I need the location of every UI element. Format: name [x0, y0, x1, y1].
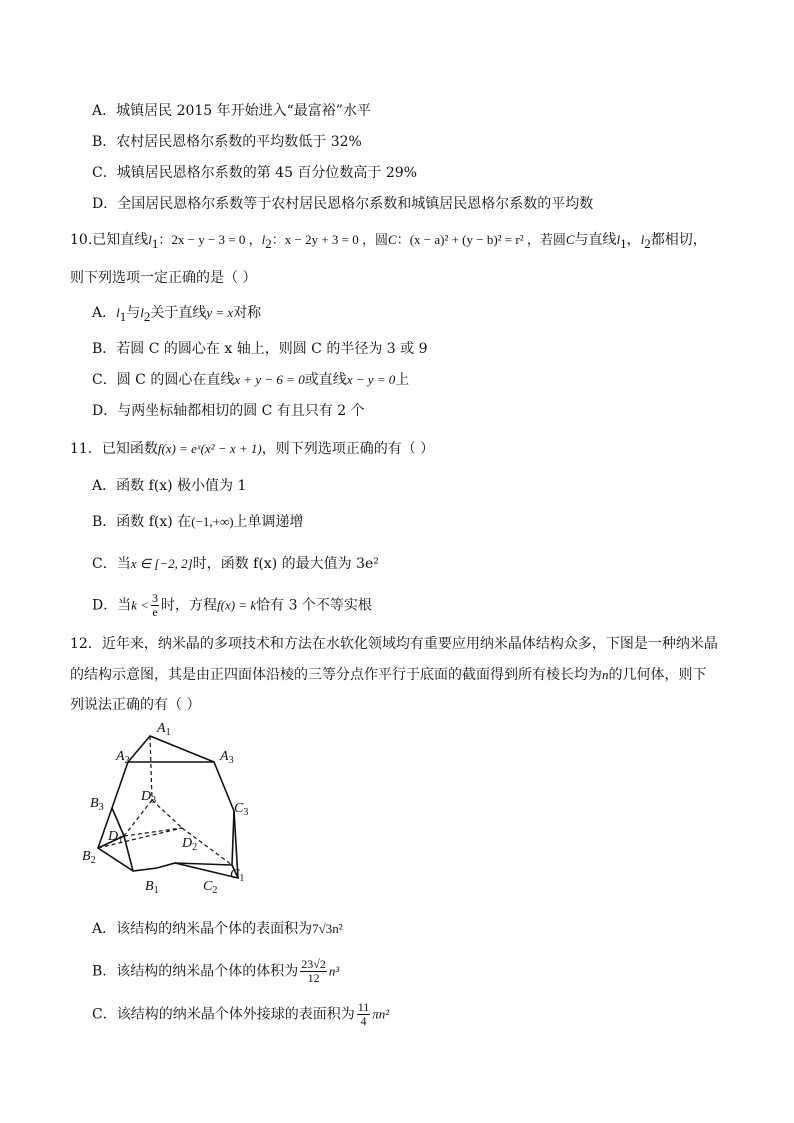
option-letter: A． [92, 305, 117, 321]
math-var: l [116, 305, 120, 320]
math-expr: n³ [328, 963, 340, 979]
label-a2: $A_2$ [116, 749, 130, 766]
option-text: 当 [116, 556, 131, 572]
question-number: 12． [70, 636, 102, 652]
option-text: 时，函数 f(x) 的最大值为 3e² [192, 556, 379, 572]
math-expr: (−1,+∞) [191, 514, 234, 529]
q11-stem [70, 439, 434, 459]
math-expr: k < [131, 597, 150, 613]
option-text: 该结构的纳米晶个体的体积为 [116, 963, 299, 980]
math-sub: 2 [644, 235, 651, 251]
q10-stem-line1: 10.已知直线$l_1$：2x − y − 3 = 0 ，$l_2$：x − 2y + 3 = 0 ，圆C：(x − a)² + (y − b)² = r² ，若圆C与直线$l_1$，$l_2$都相切， [70, 232, 707, 251]
q12-stem-line2 [70, 665, 707, 685]
option-letter: B． [92, 134, 117, 150]
label-d2: $D_2$ [182, 836, 198, 853]
option-letter: A． [92, 478, 117, 494]
label-b1: $B_1$ [145, 879, 159, 896]
option-text: 与两坐标轴都相切的圆 C 有且只有 2 个 [117, 403, 365, 419]
q12-stem-line3: 列说法正确的有（ ） [70, 697, 201, 713]
option-text: 当 [117, 597, 132, 614]
hidden-edge-d3-d2 [152, 800, 182, 828]
math-var: C [388, 232, 397, 247]
stem-text: 与直线 [574, 232, 617, 248]
option-letter: D． [92, 196, 118, 212]
math-expr: x + y − 6 = 0 [234, 372, 305, 387]
stem-text: 已知直线 [92, 232, 149, 248]
math-expr: 7√3n² [312, 921, 343, 936]
fraction [357, 1001, 371, 1028]
stem-text: 的结构示意图，其是由正四面体沿棱的三等分点作平行于底面的截面得到所有棱长均为 [70, 667, 602, 683]
label-d3: $D_3$ [141, 789, 157, 806]
option-letter: A． [92, 921, 117, 937]
q10-stem-line2: 则下列选项一定正确的是（ ） [70, 270, 257, 286]
stem-text: 的几何体，则下 [608, 667, 707, 683]
math-expr: f(x) = k [217, 597, 257, 613]
stem-text: ，则下列选项正确的有（ ） [261, 441, 435, 457]
math-expr: x ∈ [−2, 2] [130, 556, 193, 571]
q12-option-c [92, 1001, 389, 1028]
label-c2: $C_2$ [203, 879, 218, 896]
q9-option-a [92, 101, 371, 121]
option-letter: B． [92, 963, 117, 980]
option-letter: D． [92, 597, 118, 614]
option-text: 若圆 C 的圆心在 x 轴上，则圆 C 的半径为 3 或 9 [116, 341, 428, 357]
option-text: 农村居民恩格尔系数的平均数低于 32% [116, 134, 362, 150]
stem-text: 近年来，纳米晶的多项技术和方法在水软化领域均有重要应用纳米晶体结构众多，下图是一种纳米晶 [101, 636, 718, 652]
option-letter: A． [92, 103, 117, 119]
q10-option-c [92, 370, 409, 390]
math-sub: 1 [119, 308, 127, 324]
option-text: 与 [126, 305, 141, 321]
nanocrystal-figure [78, 718, 258, 898]
option-text: 函数 f(x) 极小值为 1 [116, 478, 247, 494]
q10-option-d [92, 401, 365, 421]
math-var: l [148, 232, 152, 247]
math-var: C [565, 232, 575, 247]
q9-option-c [92, 163, 417, 183]
math-sub: 2 [143, 308, 151, 324]
math-expr: f(x) = eˣ(x² − x + 1) [157, 441, 262, 456]
label-a3: $A_3$ [220, 749, 234, 766]
q12-option-a [92, 919, 343, 939]
math-var: l [140, 305, 144, 320]
option-text: 该结构的纳米晶个体外接球的表面积为 [116, 1006, 355, 1023]
q11-option-b [92, 512, 304, 532]
vertex-labels [82, 721, 248, 896]
label-b3: $B_3$ [90, 796, 104, 813]
option-text: 时，方程 [161, 597, 218, 614]
math-sub: 1 [620, 235, 627, 251]
fraction-numerator: 23√2 [301, 957, 326, 971]
hidden-edge-d3-d1 [124, 800, 152, 836]
math-expr: πn² [372, 1006, 390, 1022]
option-letter: B． [92, 341, 117, 357]
option-letter: C． [92, 556, 117, 572]
math-var: l [261, 232, 266, 247]
label-b2: $B_2$ [82, 849, 96, 866]
option-text: 上 [395, 372, 410, 388]
option-letter: D． [92, 403, 118, 419]
option-text: 或直线 [304, 372, 347, 388]
option-text: 函数 f(x) 在 [116, 514, 192, 530]
math-expr: ：2x − y − 3 = 0 ， [158, 232, 262, 247]
math-sub: 1 [151, 235, 159, 251]
fraction [151, 592, 159, 619]
stem-text: 都相切， [650, 232, 707, 248]
option-letter: C． [92, 372, 117, 388]
math-sub: 2 [265, 235, 272, 251]
option-text: 恰有 3 个不等实根 [256, 597, 372, 614]
fraction-numerator: 11 [357, 1000, 370, 1014]
option-letter: C． [92, 165, 117, 181]
math-expr: ：(x − a)² + (y − b)² = r² ，若圆 [396, 232, 566, 247]
fraction-denominator: 4 [360, 1014, 367, 1028]
option-text: 关于直线 [150, 305, 207, 321]
math-expr: ：x − 2y + 3 = 0 ，圆 [271, 232, 389, 247]
fraction-denominator: e [152, 605, 158, 619]
math-expr: x − y = 0 [346, 372, 396, 387]
label-c3: $C_3$ [234, 801, 249, 818]
label-a1: $A_1$ [157, 721, 171, 738]
stem-text: 已知函数 [101, 441, 158, 457]
option-text: 城镇居民 2015 年开始进入“最富裕”水平 [116, 103, 371, 119]
math-var: l [640, 232, 645, 247]
edge-c1-c3 [232, 811, 234, 865]
option-text: 上单调递增 [233, 514, 304, 530]
option-letter: C． [92, 1006, 117, 1023]
fraction-denominator: 12 [307, 971, 320, 985]
q12-option-b [92, 958, 339, 985]
label-c1: $C_1$ [230, 867, 245, 884]
math-expr: y = x [206, 305, 234, 320]
option-text: 城镇居民恩格尔系数的第 45 百分位数高于 29% [116, 165, 417, 181]
question-number: 10. [70, 232, 93, 248]
q9-option-d [92, 194, 593, 214]
q11-option-a [92, 476, 246, 496]
option-text: 全国居民恩格尔系数等于农村居民恩格尔系数和城镇居民恩格尔系数的平均数 [117, 196, 594, 212]
q12-stem-line1 [70, 634, 718, 654]
option-text: 圆 C 的圆心在直线 [116, 372, 235, 388]
q10-option-a [92, 303, 261, 327]
q9-option-b [92, 132, 362, 152]
q11-option-c [92, 554, 379, 574]
option-text: 对称 [233, 305, 262, 321]
option-letter: B． [92, 514, 117, 530]
fraction-numerator: 3 [152, 591, 159, 605]
q10-option-b [92, 339, 427, 359]
fraction [300, 958, 327, 985]
option-text: 该结构的纳米晶个体的表面积为 [116, 921, 313, 937]
math-var: l [616, 232, 621, 247]
math-var: n [602, 667, 609, 682]
question-number: 11． [70, 441, 102, 457]
label-d1: $D_1$ [108, 829, 124, 846]
q11-option-d [92, 592, 372, 619]
